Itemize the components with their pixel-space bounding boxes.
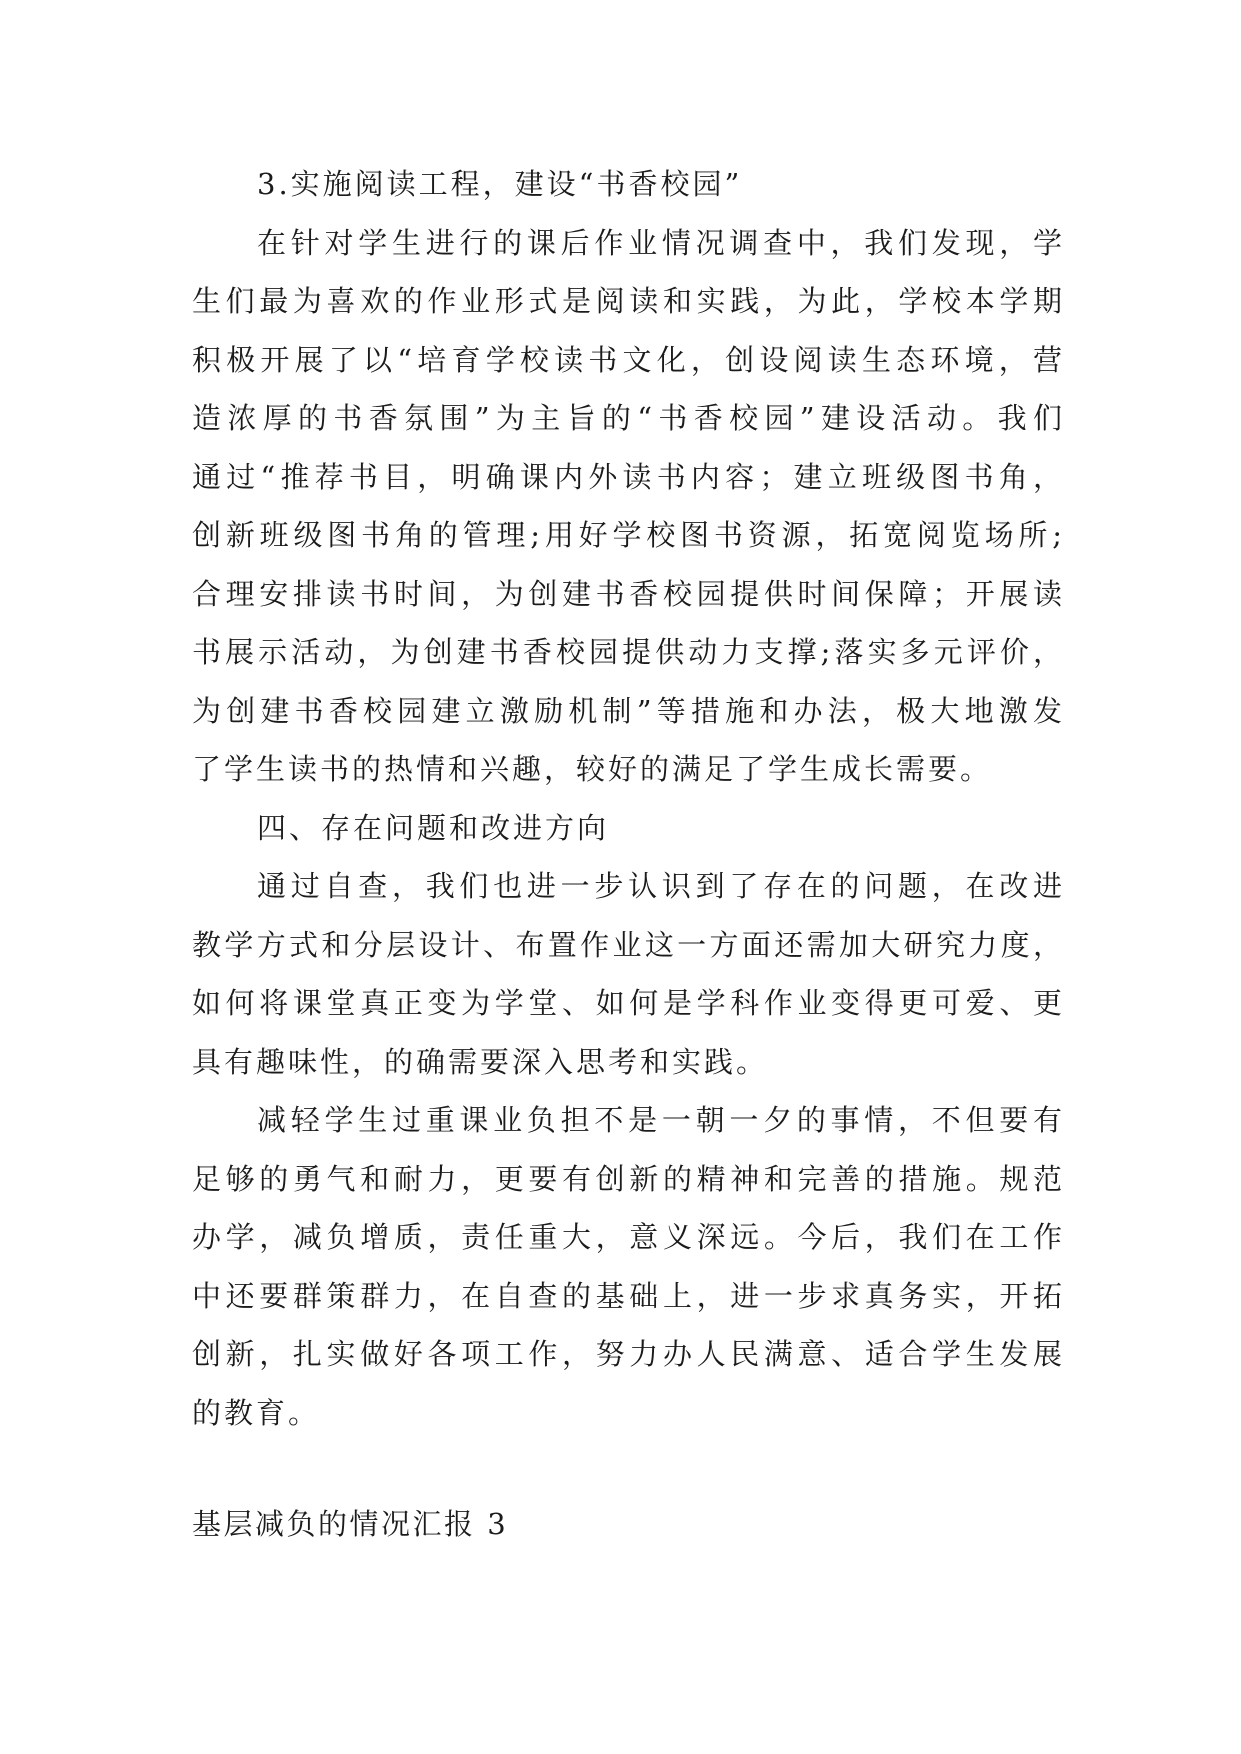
section-reading — [192, 155, 1062, 799]
paragraph-line: 足够的勇气和耐力，更要有创新的精神和完善的措施。规范 — [192, 1161, 1062, 1196]
paragraph-line: 创新，扎实做好各项工作，努力办人民满意、适合学生发展 — [192, 1337, 1062, 1371]
section-heading: 四、存在问题和改进方向 — [257, 810, 610, 845]
section-problems — [192, 799, 1062, 1443]
paragraph-line: 为创建书香校园建立激励机制”等措施和办法，极大地激发 — [192, 693, 1062, 728]
paragraph-line: 生们最为喜欢的作业形式是阅读和实践，为此，学校本学期 — [192, 284, 1062, 318]
paragraph-line: 教学方式和分层设计、布置作业这一方面还需加大研究力度， — [192, 927, 1062, 962]
paragraph-line: 书展示活动，为创建书香校园提供动力支撑;落实多元评价， — [192, 635, 1062, 669]
paragraph-line: 通过“推荐书目，明确课内外读书内容；建立班级图书角， — [192, 459, 1062, 494]
paragraph-line: 办学，减负增质，责任重大，意义深远。今后，我们在工作 — [192, 1220, 1062, 1254]
paragraph-line: 创新班级图书角的管理;用好学校图书资源，拓宽阅览场所; — [192, 518, 1062, 552]
paragraph-line: 中还要群策群力，在自查的基础上，进一步求真务实，开拓 — [192, 1278, 1062, 1313]
paragraph-line: 如何将课堂真正变为学堂、如何是学科作业变得更可爱、更 — [192, 986, 1062, 1020]
paragraph — [192, 1091, 1062, 1442]
paragraph-line: 具有趣味性，的确需要深入思考和实践。 — [192, 1044, 769, 1079]
paragraph-line: 造浓厚的书香氛围”为主旨的“书香校园”建设活动。我们 — [192, 401, 1062, 435]
paragraph-line: 通过自查，我们也进一步认识到了存在的问题，在改进 — [257, 869, 1062, 903]
paragraph — [192, 857, 1062, 1091]
paragraph-line: 减轻学生过重课业负担不是一朝一夕的事情，不但要有 — [257, 1103, 1062, 1137]
report-title: 基层减负的情况汇报 3 — [192, 1507, 509, 1541]
paragraph-line: 合理安排读书时间，为创建书香校园提供时间保障；开展读 — [192, 576, 1062, 611]
paragraph-line: 在针对学生进行的课后作业情况调查中，我们发现，学 — [257, 225, 1062, 260]
paragraph — [192, 214, 1062, 799]
paragraph-line: 的教育。 — [192, 1395, 321, 1430]
body-text — [192, 155, 1062, 1442]
section-heading: 3.实施阅读工程，建设“书香校园” — [257, 167, 743, 201]
paragraph-line: 了学生读书的热情和兴趣，较好的满足了学生成长需要。 — [192, 752, 993, 786]
paragraph-line: 积极开展了以“培育学校读书文化，创设阅读生态环境，营 — [192, 342, 1062, 377]
